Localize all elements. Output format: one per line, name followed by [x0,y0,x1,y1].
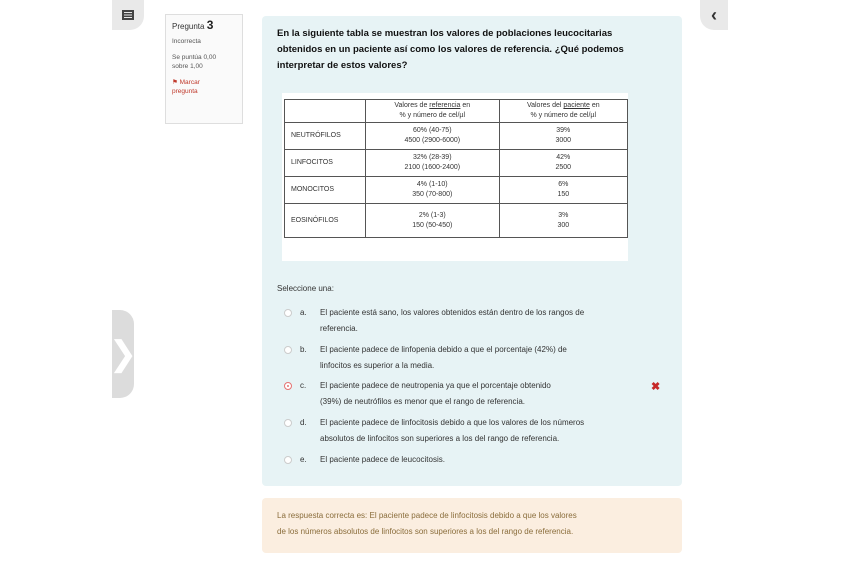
ref-pct: 60% (40-75) [413,127,452,134]
header-pat-post: en [589,102,600,109]
option-letter: a. [300,308,307,317]
right-drawer-toggle-button[interactable] [700,0,728,30]
correct-answer-text [277,508,672,540]
table-row [285,177,628,204]
pat-abs: 3000 [555,137,572,144]
grade-line-1: Se puntúa 0,00 [172,54,217,61]
option-letter: d. [300,418,307,427]
header-reference [366,100,500,123]
reference-table-image [282,93,628,261]
option-line-1: El paciente padece de linfocitosis debido a que los valores de los números [320,418,585,427]
patient-value [499,204,627,238]
grade-line-2: sobre 1,00 [172,63,203,70]
table-row [285,123,628,150]
option-line-1: El paciente padece de neutropenia ya que el porcentaje obtenido [320,381,551,390]
header-pat-underlined: paciente [563,102,590,109]
feedback-line-2: de los números absolutos de linfocitos son superiores a los del rango de referencia. [277,527,574,536]
pat-pct: 42% [556,154,571,161]
drawer-toggle-button[interactable] [112,0,144,30]
header-ref-pre: Valores de [394,102,430,109]
row-label: NEUTRÓFILOS [285,123,366,150]
header-ref-underlined: referencia [429,102,461,109]
reference-value [366,123,500,150]
flag-label-2: pregunta [172,88,198,95]
pat-abs: 300 [557,221,570,229]
flag-label-1: Marcar [179,79,200,86]
option-line-1: El paciente está sano, los valores obtenidos están dentro de los rangos de [320,308,585,317]
question-text: En la siguiente tabla se muestran los valores de poblaciones leucocitarias obtenidos en un paciente así como los valores de referencia. ¿Qué podemos interpretar de estos valores? [277,28,624,71]
table-row [285,150,628,177]
reference-value [366,204,500,238]
question-number-value: 3 [206,18,214,32]
table-row [285,204,628,238]
radio-button-selected[interactable] [284,382,292,390]
header-pat-pre: Valores del [526,102,564,109]
select-one-label: Seleccione una: [277,284,334,293]
ref-abs: 350 (70-800) [412,191,453,198]
radio-button[interactable] [284,346,292,354]
patient-value [499,123,627,150]
chevron-right-icon: ❯ [108,335,138,373]
radio-button[interactable] [284,456,292,464]
option-line-2: absolutos de linfocitos son superiores a los del rango de referencia. [320,434,560,443]
header-ref-post: en [460,102,471,109]
row-label: EOSINÓFILOS [285,204,366,238]
table-header-row [285,100,628,123]
reference-value [366,150,500,177]
pat-pct: 39% [556,127,571,134]
radio-button[interactable] [284,309,292,317]
header-ref-line2: % y número de cel/µl [399,112,466,119]
left-gutter [0,0,112,565]
question-state: Incorrecta [172,38,201,45]
option-line-1: El paciente padece de linfopenia debido a que el porcentaje (42%) de [320,345,567,354]
ref-pct: 2% (1-3) [418,211,446,219]
side-panel-toggle[interactable] [108,310,138,398]
option-text [320,415,660,447]
flag-icon: ⚑ [172,79,178,86]
option-text [320,342,660,374]
question-grade [172,53,236,71]
row-label: MONOCITOS [285,177,366,204]
option-letter: e. [300,455,307,464]
option-letter: c. [300,381,307,390]
reference-value [366,177,500,204]
table-corner-cell [285,100,366,123]
option-letter: b. [300,345,307,354]
menu-icon [122,10,134,20]
question-label: Pregunta [172,22,205,31]
option-text [320,452,660,468]
header-patient [499,100,627,123]
option-line-1: El paciente padece de leucocitosis. [320,455,445,464]
pat-abs: 2500 [555,164,572,171]
option-line-2: (39%) de neutrófilos es menor que el rango de referencia. [320,397,526,406]
patient-value [499,150,627,177]
ref-abs: 2100 (1600-2400) [404,164,461,171]
option-line-2: linfocitos es superior a la media. [320,361,435,370]
option-text [320,378,660,410]
patient-value [499,177,627,204]
cross-icon: ✖ [651,381,661,393]
radio-button[interactable] [284,419,292,427]
option-text [320,305,660,337]
header-pat-line2: % y número de cel/µl [530,112,597,119]
ref-abs: 150 (50-450) [412,221,453,229]
ref-abs: 4500 (2900-6000) [404,137,461,144]
option-line-2: referencia. [320,324,358,333]
question-number [172,18,236,32]
row-label: LINFOCITOS [285,150,366,177]
feedback-line-1: La respuesta correcta es: El paciente padece de linfocitosis debido a que los valores [277,511,577,520]
ref-pct: 32% (28-39) [413,154,452,161]
pat-pct: 3% [558,211,569,219]
pat-pct: 6% [558,181,569,188]
flag-question-link[interactable] [172,78,236,96]
ref-pct: 4% (1-10) [416,181,448,188]
chevron-left-icon: ‹ [711,4,717,25]
feedback-box [262,498,682,553]
question-info-box [165,14,243,124]
reference-table [284,99,628,238]
pat-abs: 150 [557,191,570,198]
